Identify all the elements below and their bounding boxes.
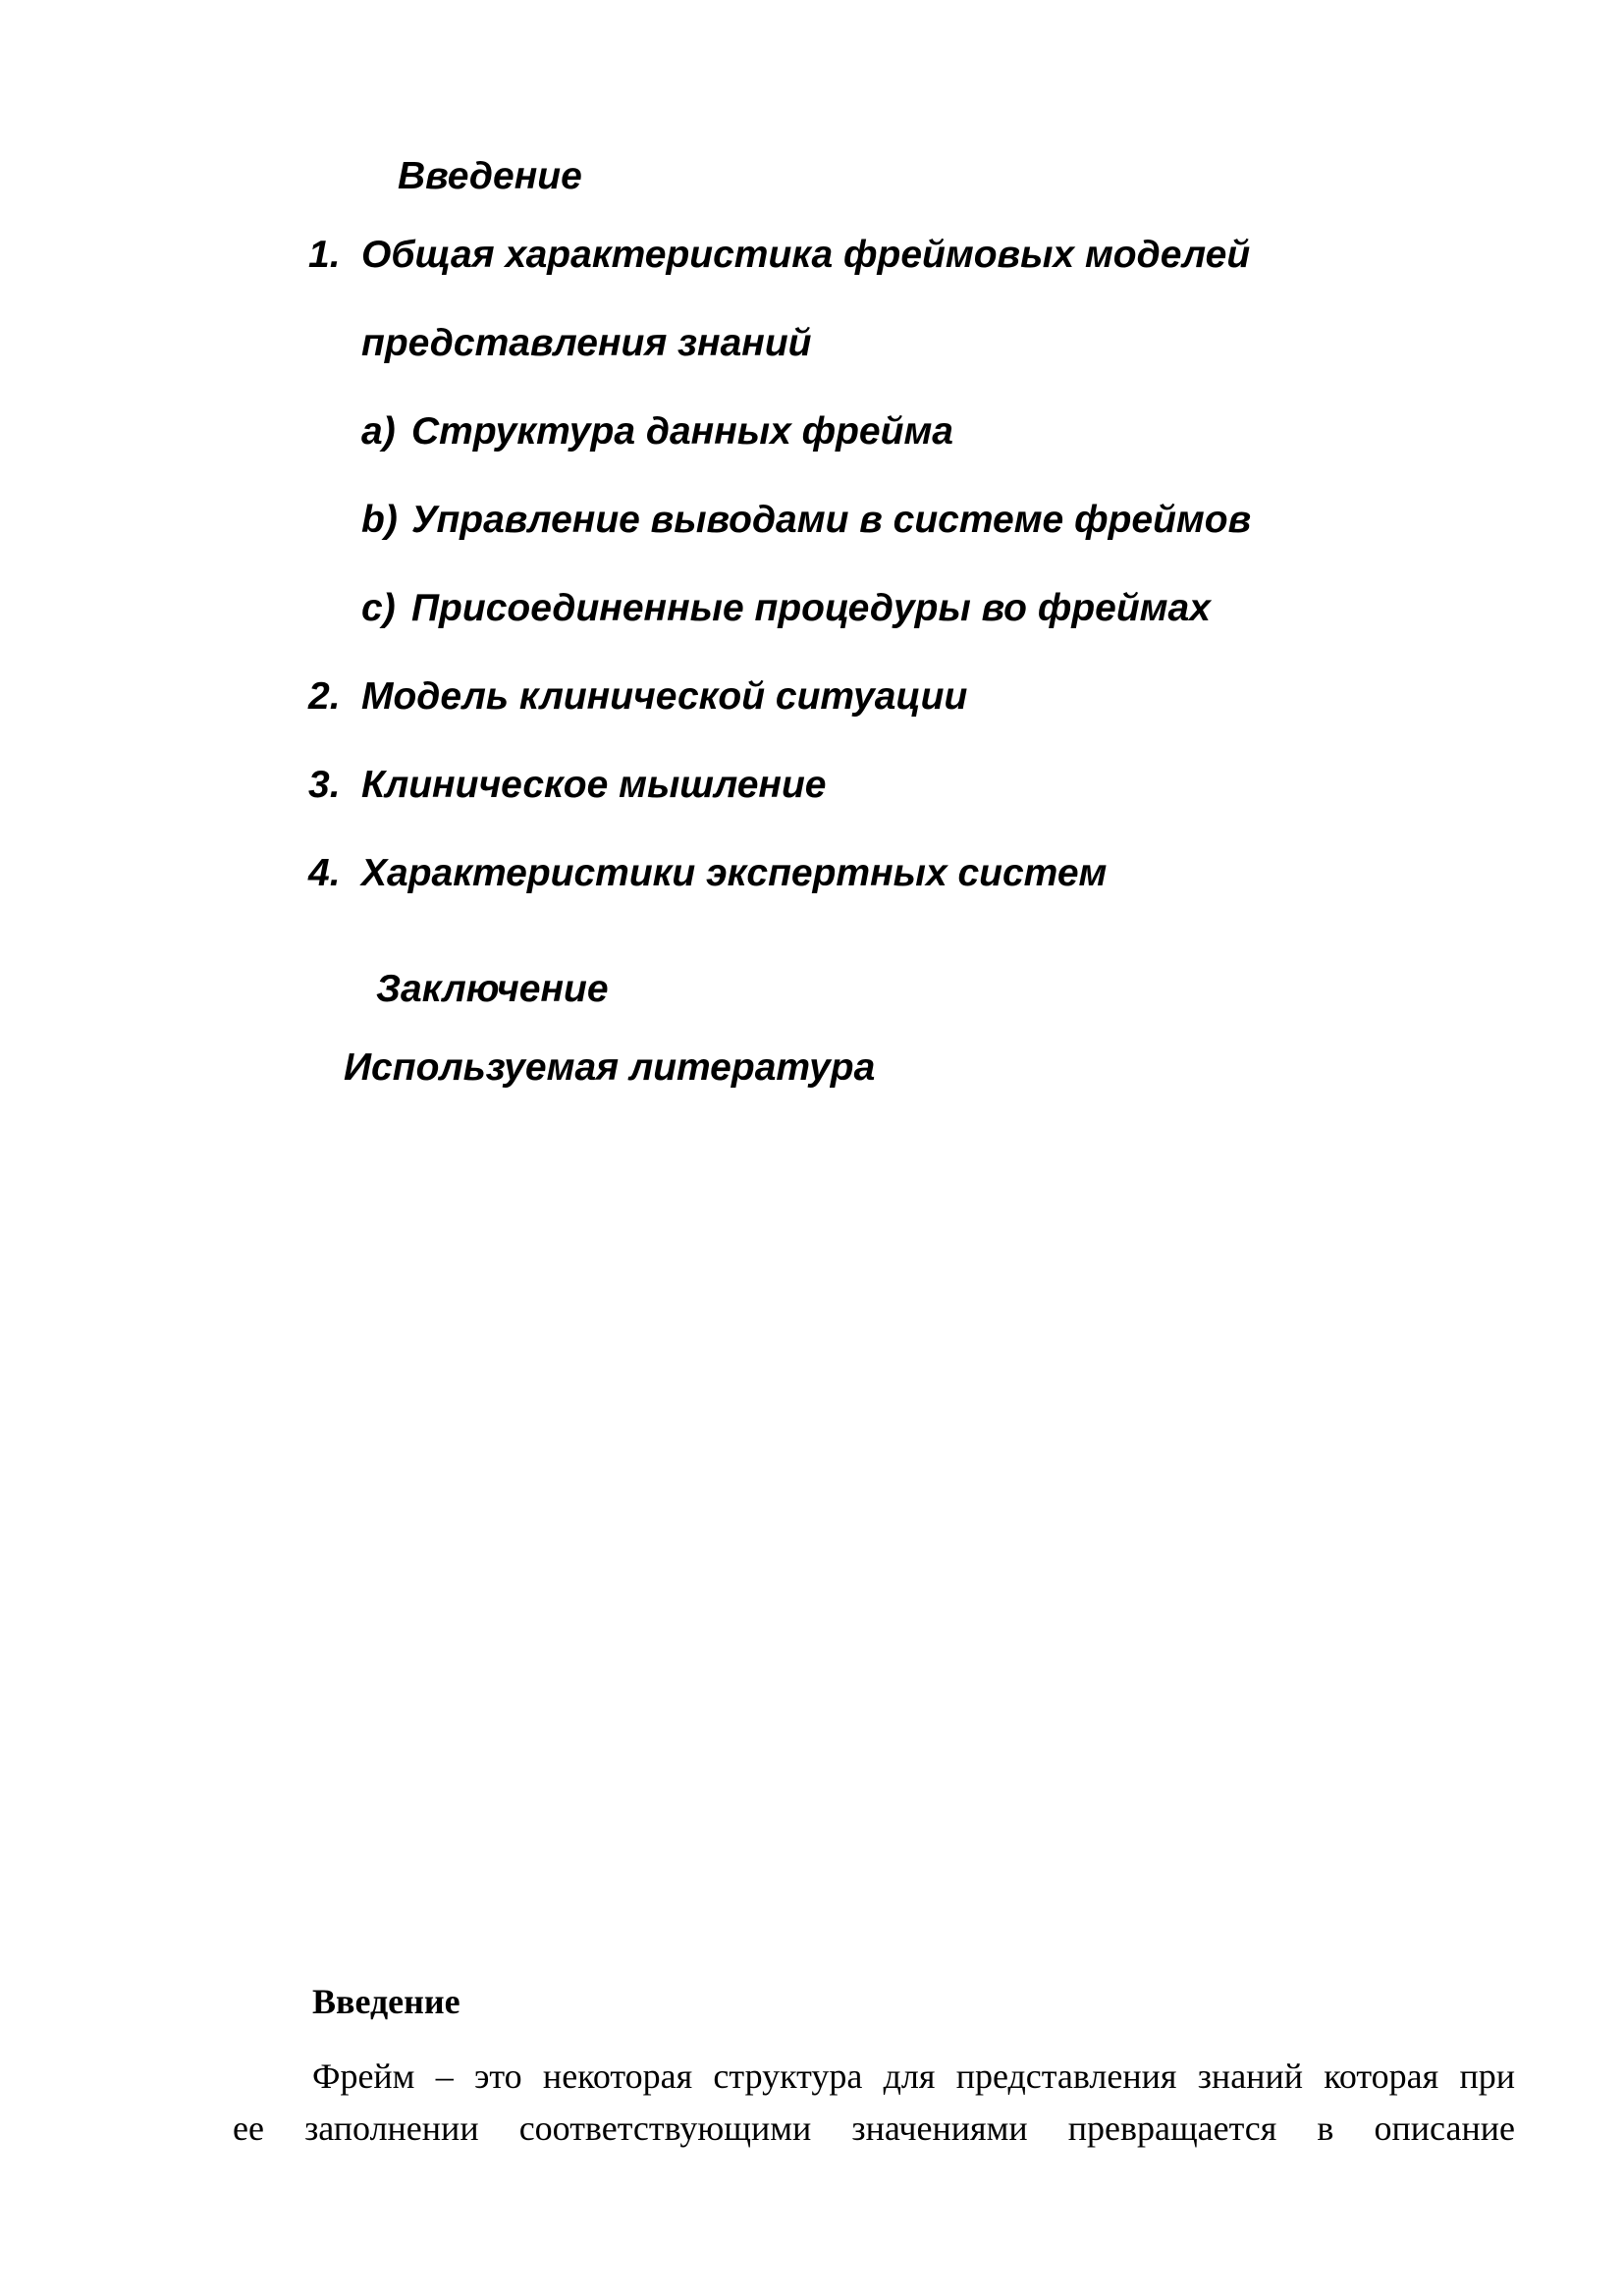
toc-item-1-continuation: представления знаний xyxy=(361,322,812,364)
toc-item-text: Присоединенные процедуры во фреймах xyxy=(411,587,1211,629)
paragraph-line-1: Фрейм – это некоторая структура для представления знаний которая при xyxy=(312,2056,1515,2096)
paragraph-word: в xyxy=(1317,2109,1334,2148)
paragraph-word: соответствующими xyxy=(518,2109,812,2148)
paragraph-word: описание xyxy=(1374,2109,1515,2148)
toc-subitem-c[interactable] xyxy=(361,589,1211,627)
toc-item-text: Характеристики экспертных систем xyxy=(361,852,1108,894)
toc-item-2[interactable] xyxy=(308,677,967,716)
paragraph-line-2 xyxy=(233,2110,1515,2146)
toc-item-number: 4. xyxy=(308,852,341,894)
toc-item-number: a) xyxy=(361,410,396,453)
toc-literature[interactable]: Используемая литература xyxy=(344,1046,876,1089)
toc-item-text: Структура данных фрейма xyxy=(411,410,953,453)
toc-item-number: 1. xyxy=(308,234,341,276)
toc-conclusion[interactable]: Заключение xyxy=(376,968,609,1010)
paragraph-word: заполнении xyxy=(304,2109,479,2148)
toc-item-text: Клиническое мышление xyxy=(361,764,827,806)
toc-item-3[interactable] xyxy=(308,766,826,804)
toc-item-number: 2. xyxy=(308,675,341,718)
toc-item-text: Общая характеристика фреймовых моделей xyxy=(361,234,1251,276)
toc-item-text: Управление выводами в системе фреймов xyxy=(411,499,1252,541)
toc-item-1[interactable] xyxy=(308,236,1250,274)
toc-item-text: Модель клинической ситуации xyxy=(361,675,968,718)
paragraph-word: значениями xyxy=(851,2109,1028,2148)
toc-intro: Введение xyxy=(398,155,582,197)
toc-item-number: 3. xyxy=(308,764,341,806)
toc-item-number: c) xyxy=(361,587,396,629)
toc-item-number: b) xyxy=(361,499,398,541)
section-heading: Введение xyxy=(312,1982,460,2021)
paragraph-word: превращается xyxy=(1067,2109,1277,2148)
paragraph-word: ее xyxy=(233,2109,264,2148)
toc-item-4[interactable] xyxy=(308,854,1107,892)
toc-subitem-a[interactable] xyxy=(361,412,953,451)
toc-subitem-b[interactable] xyxy=(361,501,1251,539)
